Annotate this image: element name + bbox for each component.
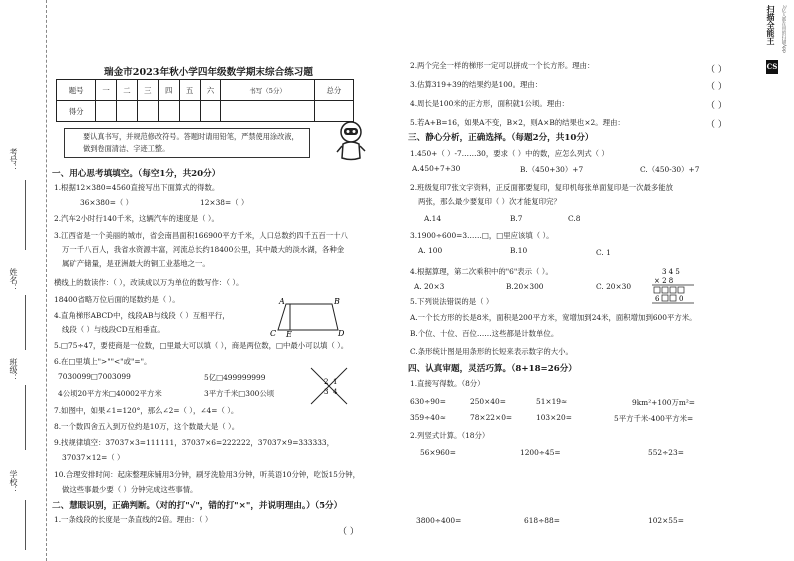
choice-2-line2[interactable]: 两张，那么最少要复印（ ）次才能复印完？	[418, 197, 561, 206]
score-table	[56, 79, 354, 122]
direct-answer-3[interactable]: 51×19≈	[536, 397, 568, 406]
section-3-heading: 三、静心分析，正确选择。（每题2分，共10分）	[408, 133, 594, 143]
score-cell: 二	[117, 80, 138, 101]
direct-answer-5[interactable]: 359÷40≈	[410, 413, 446, 422]
scanner-tagline: 3亿人都在用的扫描App	[781, 5, 786, 53]
choice-2-option-a[interactable]: A.14	[424, 214, 442, 223]
score-cell: 一	[96, 80, 117, 101]
question-6: 6.在□里填上">""<"或"="。	[54, 357, 152, 366]
notice-box: 要认真书写，并规范修改符号。答题时请用铅笔，严禁使用涂改液，做到卷面清洁、字迹工整。	[64, 128, 310, 158]
choice-1-option-a[interactable]: A.450+7+30	[412, 164, 461, 173]
angle-1-label: 1	[333, 378, 338, 386]
exam-title: 瑞金市2023年秋小学四年级数学期末综合练习题	[104, 67, 313, 78]
section-1-heading: 一、用心思考填填空。（每空1分，共20分）	[52, 169, 221, 179]
choice-1-option-b[interactable]: B.（450+30）+7	[520, 165, 584, 174]
vertical-calc-1[interactable]: 56×960=	[420, 448, 456, 457]
direct-answer-1[interactable]: 630÷90=	[410, 397, 446, 406]
question-4-line1[interactable]: 4.直角梯形ABCD中，线段AB与线段（ ）互相平行，	[54, 311, 230, 320]
question-2[interactable]: 2.汽车2小时行140千米，这辆汽车的速度是（ ）。	[54, 214, 219, 223]
score-cell: 四	[158, 80, 179, 101]
score-blank[interactable]	[221, 101, 314, 122]
choice-3[interactable]: 3.1900÷600=3……□，□里应该填（ ）。	[410, 231, 554, 240]
vertical-calc-2[interactable]: 1200÷45=	[520, 448, 561, 457]
judge-4: 4.周长是100米的正方形，面积就1公顷。理由：	[410, 99, 569, 108]
score-blank[interactable]	[314, 101, 353, 122]
score-cell: 六	[200, 80, 221, 101]
score-cell: 总分	[314, 80, 353, 101]
question-3-line2: 万一千八百人，我省水资源丰富，河流总长约18400公里，其中最大的淡水湖，各种金	[62, 245, 345, 254]
score-cell: 题号	[57, 80, 96, 101]
score-blank[interactable]	[200, 101, 221, 122]
choice-3-option-a[interactable]: A. 100	[418, 246, 443, 255]
robot-mascot-icon	[336, 120, 366, 162]
angle-4-label: 4	[333, 388, 338, 396]
direct-answer-8[interactable]: 5平方千米-400平方米=	[614, 414, 694, 423]
binding-margin	[0, 0, 47, 561]
question-3-round[interactable]: 18400省略万位后面的尾数约是（ ）。	[54, 295, 180, 304]
compare-c[interactable]: 4公顷20平方米□40002平方米	[58, 389, 162, 398]
direct-answer-4[interactable]: 9km²+100万m²=	[632, 398, 696, 407]
score-blank[interactable]	[158, 101, 179, 122]
judge-2-answer[interactable]: （ ）	[706, 65, 727, 75]
choice-3-option-c[interactable]: C. 1	[596, 248, 611, 257]
compare-a[interactable]: 7030099□7003099	[58, 372, 131, 381]
direct-answer-6[interactable]: 78×22×0=	[470, 413, 513, 422]
vertical-calc-4[interactable]: 3800÷400=	[416, 516, 462, 525]
section-4-heading: 四、认真审题，灵活巧算。（8+18=26分）	[408, 364, 577, 374]
judge-3-answer[interactable]: （ ）	[706, 82, 727, 92]
judge-2: 2.两个完全一样的梯形一定可以拼成一个长方形。理由：	[410, 61, 595, 70]
trapezoid-diagram	[268, 296, 348, 338]
compare-b[interactable]: 5亿□499999999	[204, 373, 266, 382]
choice-3-option-b[interactable]: B.10	[510, 246, 528, 255]
judge-5-answer[interactable]: （ ）	[706, 120, 727, 130]
vertical-calc-5[interactable]: 618÷88=	[524, 516, 560, 525]
vertex-e-label: E	[286, 330, 292, 338]
compare-d[interactable]: 3平方千米□300公顷	[204, 389, 275, 398]
choice-4[interactable]: 4.根据算理，第二次乘积中的"6"表示（ ）。	[410, 267, 553, 276]
choice-5-option-c[interactable]: C.条形统计图是用条形的长短来表示数字的大小。	[410, 347, 573, 356]
question-4-line2[interactable]: 线段（ ）与线段CD互相垂直。	[62, 325, 165, 334]
judge-3: 3.估算319+39的结果约是100。理由：	[410, 80, 543, 89]
name-label: 姓名：	[9, 268, 18, 292]
multiplication-diagram	[648, 266, 698, 308]
judge-1-answer[interactable]: （ ）	[338, 527, 359, 537]
vertex-b-label: B	[334, 297, 340, 306]
choice-4-option-a[interactable]: A. 20×3	[414, 282, 445, 291]
score-table-header-row	[57, 80, 354, 101]
calc-multiplicand: 3 4 5	[662, 268, 680, 276]
question-5[interactable]: 5.□75÷47，要使商是一位数，□里最大可以填（ ），商是两位数，□中最小可以填（ ）。	[54, 341, 349, 350]
choice-1-option-c[interactable]: C.（450-30）+7	[640, 165, 700, 174]
calc-digit-six: 6	[655, 295, 660, 303]
score-blank[interactable]	[117, 101, 138, 122]
vertex-c-label: C	[270, 329, 277, 338]
section-2-heading: 二、慧眼识别，正确判断。（对的打"√"，错的打"×"，并说明理由。）（5分）	[52, 501, 343, 511]
choice-4-option-b[interactable]: B.20×300	[506, 282, 544, 291]
judge-4-answer[interactable]: （ ）	[706, 101, 727, 111]
class-label: 班级：	[9, 358, 18, 382]
question-3-line3: 属矿产储量，是亚洲最大的铜工业基地之一。	[62, 259, 210, 268]
vertical-calc-6[interactable]: 102×55=	[648, 516, 684, 525]
direct-answer-7[interactable]: 103×20=	[536, 413, 572, 422]
exam-number-line	[25, 180, 26, 250]
score-cell: 五	[179, 80, 200, 101]
choice-5[interactable]: 5.下列说法错误的是（ ）	[410, 297, 494, 306]
question-10-line1: 10.合理安排时间：起床整理床铺用3分钟，刷牙洗脸用3分钟，听英语10分钟，吃饭15分钟，	[54, 470, 361, 479]
scanner-logo: CS	[766, 60, 778, 74]
angle-diagram	[305, 366, 355, 406]
choice-4-option-c[interactable]: C. 20×30	[596, 282, 632, 291]
score-cell: 书写（5分）	[221, 80, 314, 101]
choice-2-option-b[interactable]: B.7	[510, 214, 523, 223]
question-3-read[interactable]: 横线上的数读作：（ ），改读成以万为单位的数写作：（ ）。	[54, 278, 244, 287]
calc-digit-zero: 0	[679, 295, 684, 303]
judge-5: 5.若A+B=16，如果A不变，B×2，则A×B的结果也×2。理由：	[410, 118, 625, 127]
question-1a[interactable]: 36×380=（ ）	[80, 198, 134, 207]
question-1b[interactable]: 12×38=（ ）	[200, 198, 249, 207]
vertex-d-label: D	[338, 329, 345, 338]
calc-multiplier: × 2 8	[654, 277, 674, 285]
question-7[interactable]: 7.如图中，如果∠1=120°，那么∠2=（ ），∠4=（ ）。	[54, 406, 239, 415]
score-cell: 三	[137, 80, 158, 101]
direct-answer-2[interactable]: 250×40=	[470, 397, 506, 406]
name-line	[25, 295, 26, 350]
vertical-calc-heading: 2.列竖式计算。（18分）	[410, 431, 490, 440]
vertical-calc-3[interactable]: 552÷23=	[648, 448, 684, 457]
judge-1[interactable]: 1.一条线段的长度是一条直线的2倍。理由：（ ）	[54, 515, 213, 524]
choice-5-option-b[interactable]: B.个位、十位、百位……这些都是计数单位。	[410, 329, 559, 338]
question-9-line2[interactable]: 37037×12=（ ）	[62, 453, 125, 462]
question-9-line1: 9.找规律填空：37037×3=111111，37037×6=222222，37037×9=333333，	[54, 438, 335, 447]
vertex-a-label: A	[279, 297, 285, 306]
score-blank[interactable]	[179, 101, 200, 122]
question-1: 1.根据12×380=4560直接写出下面算式的得数。	[54, 183, 220, 192]
direct-answer-heading: 1.直接写得数。（8分）	[410, 379, 485, 388]
angle-3-label: 3	[324, 388, 329, 396]
angle-2-label: 2	[324, 378, 329, 386]
choice-2-option-c[interactable]: C.8	[568, 214, 581, 223]
score-blank[interactable]	[96, 101, 117, 122]
school-line	[25, 500, 26, 550]
scanner-brand: 扫描全能王	[766, 5, 776, 45]
score-table-score-row	[57, 101, 354, 122]
question-3-line1: 3.江西省是一个美丽的城市，省会南昌面积166900平方千米，人口总数约四千五百一十八	[54, 231, 348, 240]
choice-5-option-a[interactable]: A.一个长方形的长是8米，面积是200平方米，宽增加到24米，面积增加到600平方米。	[410, 313, 697, 322]
score-row-label: 得分	[57, 101, 96, 122]
exam-number-label: 考号：	[9, 148, 18, 172]
score-blank[interactable]	[137, 101, 158, 122]
class-line	[25, 385, 26, 450]
choice-2-line1: 2.班级复印7张文字资料，正反面都要复印，复印机每张单面复印是一次最多能放	[410, 183, 674, 192]
question-10-line2[interactable]: 做这些事最少要（ ）分钟完成这些事情。	[62, 485, 198, 494]
question-8[interactable]: 8.一个数四舍五入到万位约是10万，这个数最大是（ ）。	[54, 422, 240, 431]
school-label: 学校：	[9, 470, 18, 494]
choice-1[interactable]: 1.450+（ ）-7……30，要求（ ）中的数，应怎么列式（ ）	[410, 149, 609, 158]
